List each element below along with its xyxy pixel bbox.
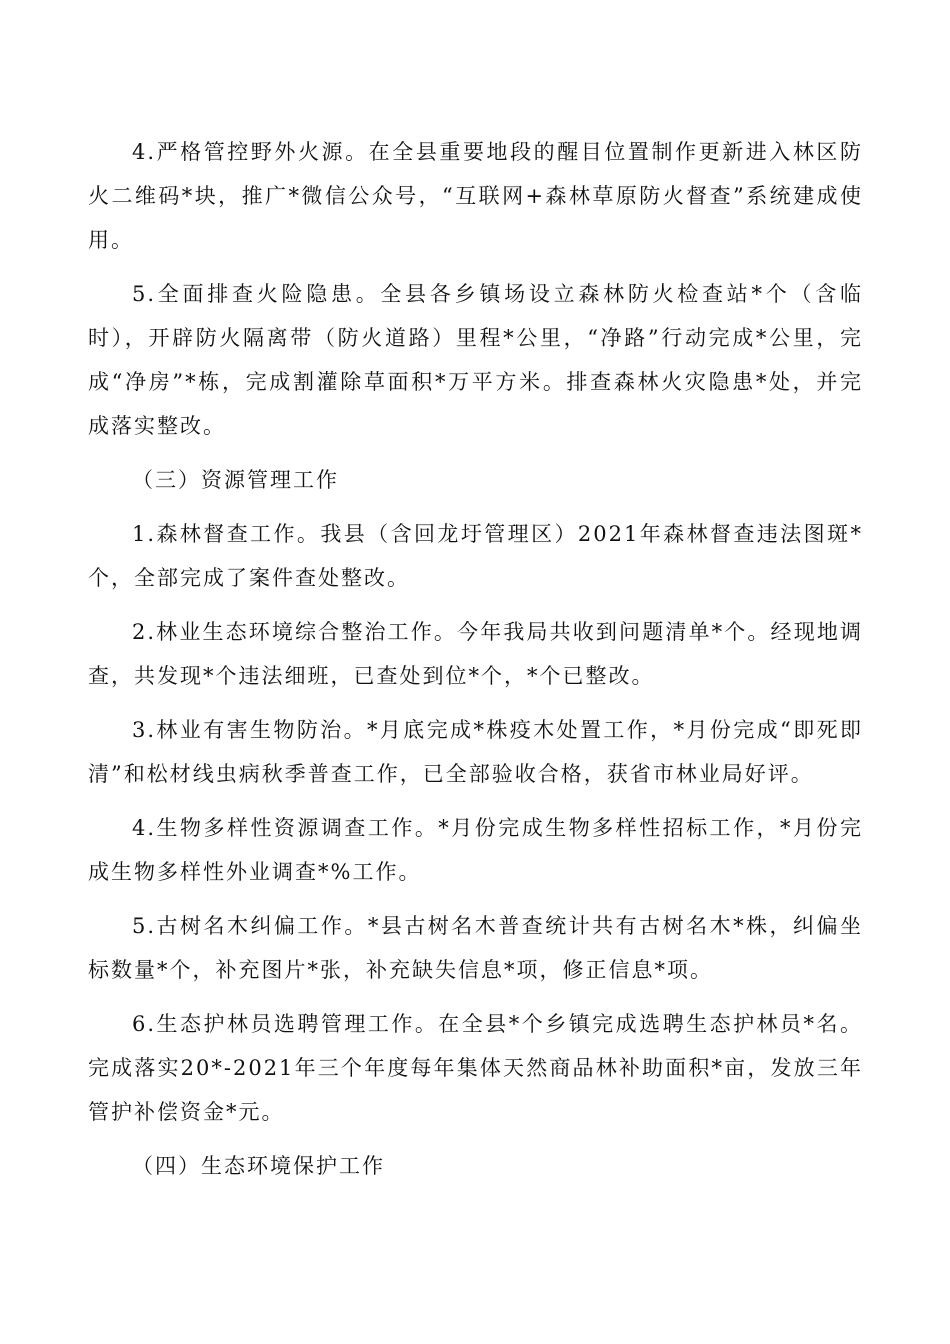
- section-heading-eco-protection: （四）生态环境保护工作: [132, 1154, 385, 1178]
- document-page: [88, 130, 863, 1198]
- paragraph-biodiversity-survey: 4.生物多样性资源调查工作。*月份完成生物多样性招标工作，*月份完成生物多样性外业调查*%工作。: [88, 816, 863, 884]
- section-heading-resource-management: （三）资源管理工作: [132, 468, 339, 492]
- paragraph-forest-supervision: 1.森林督查工作。我县（含回龙圩管理区）2021年森林督查违法图斑*个，全部完成了案件查处整改。: [88, 522, 863, 590]
- paragraph-fire-source-control: 4.严格管控野外火源。在全县重要地段的醒目位置制作更新进入林区防火二维码*块，推广*微信公众号，“互联网+森林草原防火督查”系统建成使用。: [88, 140, 863, 252]
- paragraph-ancient-trees: 5.古树名木纠偏工作。*县古树名木普查统计共有古树名木*株，纠偏坐标数量*个，补充图片*张，补充缺失信息*项，修正信息*项。: [88, 914, 863, 982]
- paragraph-fire-hazard-inspection: 5.全面排查火险隐患。全县各乡镇场设立森林防火检查站*个（含临时），开辟防火隔离带（防火道路）里程*公里，“净路”行动完成*公里，完成“净房”*栋，完成割灌除草面积*万平方米。排查森林火灾隐患*处，并完成落实整改。: [88, 282, 863, 438]
- paragraph-ecological-rectification: 2.林业生态环境综合整治工作。今年我局共收到问题清单*个。经现地调查，共发现*个违法细班，已查处到位*个，*个已整改。: [88, 620, 863, 688]
- paragraph-forest-rangers: 6.生态护林员选聘管理工作。在全县*个乡镇完成选聘生态护林员*名。完成落实20*-2021年三个年度每年集体天然商品林补助面积*亩，发放三年管护补偿资金*元。: [88, 1012, 863, 1124]
- paragraph-pest-control: 3.林业有害生物防治。*月底完成*株疫木处置工作，*月份完成“即死即清”和松材线虫病秋季普查工作，已全部验收合格，获省市林业局好评。: [88, 718, 863, 786]
